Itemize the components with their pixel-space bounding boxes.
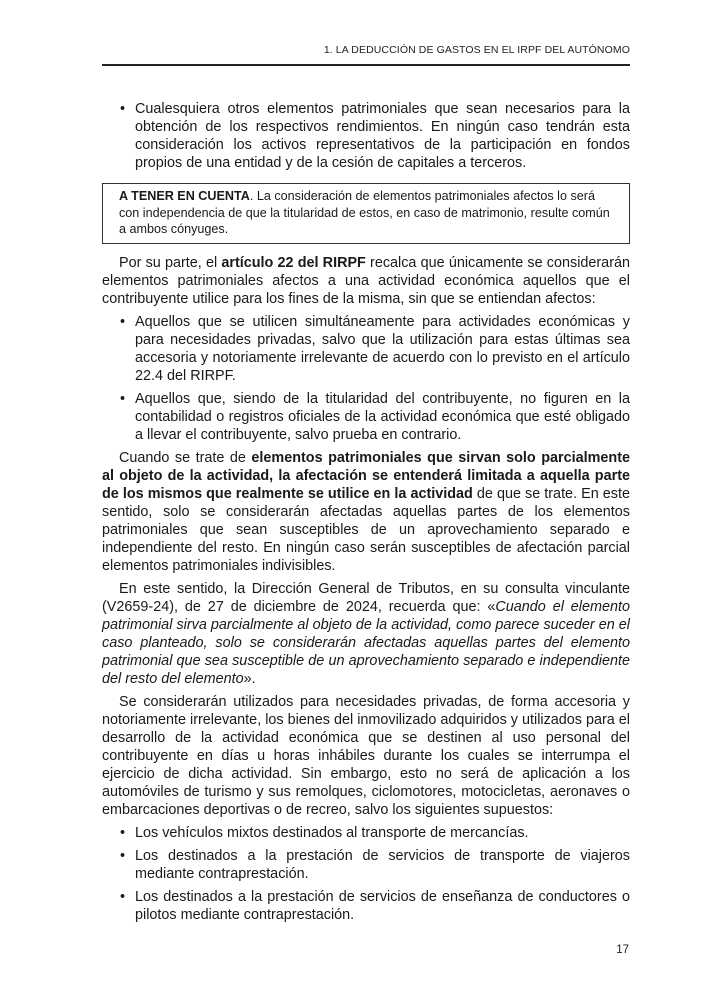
list-item — [120, 888, 630, 924]
paragraph-text: Cuando se trate de — [119, 449, 252, 466]
bullet-icon: • — [120, 390, 126, 407]
bullet-icon: • — [120, 101, 126, 117]
paragraph-bold: artículo 22 del RIRPF — [221, 254, 366, 271]
bullet-icon: • — [120, 888, 126, 905]
paragraph-articulo-22 — [102, 254, 630, 308]
list-item — [120, 313, 630, 385]
bullet-icon: • — [120, 313, 126, 330]
bullet-icon: • — [120, 847, 126, 864]
paragraph-text: de que se trate. En este sentido, solo se considerarán afectadas aquellas partes de los elementos patrimoniales que sean susceptibles de un aprovechamiento separado e independiente del resto. En ningún caso serán susceptibles de afectación parcial elementos patrimoniales indivisibles. — [102, 485, 630, 574]
bullet-icon: • — [120, 824, 126, 841]
list-item-text: Los destinados a la prestación de servicios de enseñanza de conductores o pilotos mediante contraprestación. — [135, 888, 630, 923]
page-content — [102, 100, 630, 924]
list-item — [120, 100, 630, 172]
list-item — [120, 390, 630, 444]
list-item-text: Los destinados a la prestación de servicios de transporte de viajeros mediante contraprestación. — [135, 847, 630, 882]
running-header — [102, 44, 630, 66]
bullet-list-supuestos — [102, 824, 630, 924]
running-header-title: 1. LA DEDUCCIÓN DE GASTOS EN EL IRPF DEL AUTÓNOMO — [323, 44, 630, 56]
paragraph-quote: Cuando el elemento patrimonial sirva parcialmente al objeto de la actividad, como parece suceder en el caso planteado, solo se considerarán afectadas aquellas partes del elemento patrimonial que sea susceptible de un aprovechamiento separado e independiente del resto del elemento — [102, 598, 630, 687]
paragraph-necesidades-privadas: Se considerarán utilizados para necesidades privadas, de forma accesoria y notoriamente irrelevante, los bienes del inmovilizado adquiridos y utilizados para el desarrollo de la actividad económica que se destinen al uso personal del contribuyente en días u horas inhábiles durante los cuales se interrumpa el ejercicio de dicha actividad. Sin embargo, esto no será de aplicación a los automóviles de turismo y sus remolques, ciclomotores, motocicletas, aeronaves o embarcaciones deportivas o de recreo, salvo los siguientes supuestos: — [102, 693, 630, 818]
bullet-list-afectos — [102, 313, 630, 444]
note-box — [102, 183, 630, 244]
paragraph-text: ». — [243, 670, 256, 687]
note-text: . La consideración de elementos patrimoniales afectos lo será con independencia de que la titularidad de estos, en caso de matrimonio, resulte común a ambos cónyuges. — [119, 189, 610, 236]
paragraph-afectacion-parcial — [102, 449, 630, 575]
list-item-text: Los vehículos mixtos destinados al transporte de mercancías. — [135, 824, 529, 841]
page-number: 17 — [616, 944, 629, 956]
note-label: A TENER EN CUENTA — [119, 189, 250, 203]
list-item-text: Aquellos que, siendo de la titularidad del contribuyente, no figuren en la contabilidad o registros oficiales de la actividad económica que esté obligado a llevar el contribuyente, salvo prueba en contrario. — [135, 390, 630, 443]
list-item-text: Cualesquiera otros elementos patrimoniales que sean necesarios para la obtención de los respectivos rendimientos. En ningún caso tendrán esta consideración los activos representativos de la participación en fondos propios de una entidad y de la cesión de capitales a terceros. — [135, 101, 630, 171]
paragraph-text: Por su parte, el — [119, 254, 222, 271]
paragraph-text: En este sentido, la Dirección General de Tributos, en su consulta vinculante (V2659-24), de 27 de diciembre de 2024, recuerda que: « — [102, 580, 630, 615]
paragraph-text: recalca que únicamente se considerarán elementos patrimoniales afectos a una actividad económica aquellos que el contribuyente utilice para los fines de la misma, sin que se entiendan afectos: — [102, 254, 630, 307]
list-item — [120, 824, 630, 842]
paragraph-consulta-dgt — [102, 580, 630, 688]
list-item-text: Aquellos que se utilicen simultáneamente para actividades económicas y para necesidades privadas, salvo que la utilización para estas últimas sea accesoria y notoriamente irrelevante de acuerdo con lo previsto en el artículo 22.4 del RIRPF. — [135, 313, 630, 384]
list-item — [120, 847, 630, 883]
bullet-list-top — [102, 100, 630, 172]
paragraph-bold: elementos patrimoniales que sirvan solo parcialmente al objeto de la actividad, la afectación se entenderá limitada a aquella parte de los mismos que realmente se utilice en la actividad — [102, 449, 630, 502]
